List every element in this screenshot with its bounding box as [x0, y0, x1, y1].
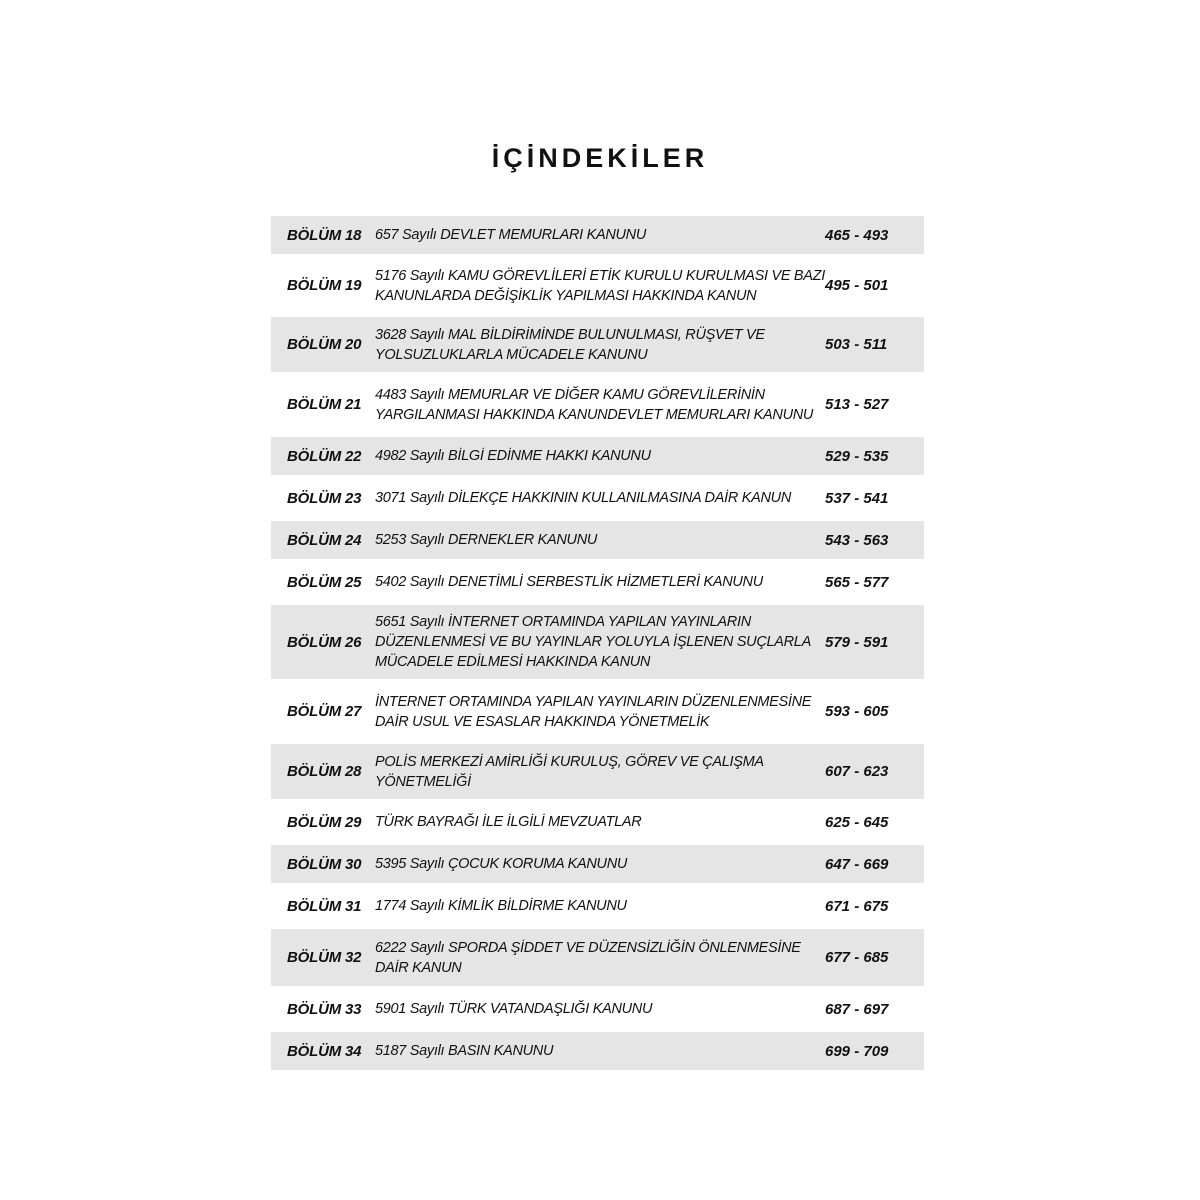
toc-row — [271, 845, 924, 883]
toc-pages: 699 - 709 — [825, 1042, 889, 1060]
toc-row — [271, 605, 924, 679]
toc-pages: 625 - 645 — [825, 813, 889, 831]
toc-row — [271, 683, 924, 740]
toc-title: 657 Sayılı DEVLET MEMURLARI KANUNU — [375, 227, 647, 243]
toc-title: 5176 Sayılı KAMU GÖREVLİLERİ ETİK KURULU KURULMASI VE BAZI KANUNLARDA DEĞİŞİKLİK YAPILMASI HAKKINDA KANUN — [375, 267, 825, 304]
toc-row — [271, 216, 924, 254]
toc-title: 5651 Sayılı İNTERNET ORTAMINDA YAPILAN YAYINLARIN DÜZENLENMESİ VE BU YAYINLAR YOLUYLA İŞLENEN SUÇLARLA MÜCADELE EDİLMESİ HAKKINDA KANUN — [375, 614, 811, 670]
toc-title: 4483 Sayılı MEMURLAR VE DİĞER KAMU GÖREVLİLERİNİN YARGILANMASI HAKKINDA KANUNDEVLET MEMURLARI KANUNU — [375, 386, 814, 423]
toc-title: 4982 Sayılı BİLGİ EDİNME HAKKI KANUNU — [375, 448, 651, 464]
toc-title: 5395 Sayılı ÇOCUK KORUMA KANUNU — [375, 856, 628, 872]
toc-pages: 543 - 563 — [825, 531, 889, 549]
toc-row — [271, 317, 924, 372]
toc-title: 5187 Sayılı BASIN KANUNU — [375, 1043, 554, 1059]
toc-row — [271, 1032, 924, 1070]
toc-chapter: BÖLÜM 20 — [287, 336, 362, 353]
toc-chapter: BÖLÜM 25 — [287, 573, 362, 591]
toc-pages: 537 - 541 — [825, 489, 889, 507]
toc-title: 5901 Sayılı TÜRK VATANDAŞLIĞI KANUNU — [375, 1001, 653, 1017]
toc-row — [271, 479, 924, 517]
toc-chapter: BÖLÜM 29 — [287, 813, 362, 831]
toc-row — [271, 376, 924, 433]
page-title: İÇİNDEKİLER — [491, 143, 709, 173]
toc-pages: 677 - 685 — [825, 949, 889, 966]
toc-pages: 565 - 577 — [825, 573, 889, 591]
toc-pages: 593 - 605 — [825, 703, 889, 720]
toc-chapter: BÖLÜM 19 — [287, 277, 362, 294]
toc-title: POLİS MERKEZİ AMİRLİĞİ KURULUŞ, GÖREV VE ÇALIŞMA YÖNETMELİĞİ — [375, 753, 764, 790]
toc-chapter: BÖLÜM 32 — [287, 949, 362, 966]
toc-pages: 607 - 623 — [825, 763, 889, 780]
toc-title: İNTERNET ORTAMINDA YAPILAN YAYINLARIN DÜZENLENMESİNE DAİR USUL VE ESASLAR HAKKINDA YÖNETMELİK — [375, 693, 812, 730]
toc-pages: 513 - 527 — [825, 396, 889, 413]
toc-pages: 503 - 511 — [825, 336, 888, 353]
toc-chapter: BÖLÜM 34 — [287, 1042, 362, 1060]
toc-chapter: BÖLÜM 24 — [287, 531, 362, 549]
toc-chapter: BÖLÜM 18 — [287, 226, 362, 244]
toc-title: 5253 Sayılı DERNEKLER KANUNU — [375, 532, 598, 548]
toc-row — [271, 990, 924, 1028]
toc-chapter: BÖLÜM 21 — [287, 396, 362, 413]
toc-chapter: BÖLÜM 22 — [287, 447, 362, 465]
toc-pages: 687 - 697 — [825, 1000, 889, 1018]
toc-pages: 529 - 535 — [825, 447, 889, 465]
toc-chapter: BÖLÜM 33 — [287, 1000, 362, 1018]
toc-pages: 465 - 493 — [825, 226, 889, 244]
toc-title: TÜRK BAYRAĞI İLE İLGİLİ MEVZUATLAR — [375, 814, 642, 830]
toc-row — [271, 521, 924, 559]
toc-chapter: BÖLÜM 27 — [287, 703, 362, 720]
toc-pages: 647 - 669 — [825, 855, 889, 873]
toc-pages: 671 - 675 — [825, 897, 889, 915]
toc-title: 3071 Sayılı DİLEKÇE HAKKININ KULLANILMASINA DAİR KANUN — [375, 490, 791, 506]
toc-title: 1774 Sayılı KİMLİK BİLDİRME KANUNU — [375, 898, 627, 914]
toc-chapter: BÖLÜM 28 — [287, 763, 362, 780]
toc-title: 3628 Sayılı MAL BİLDİRİMİNDE BULUNULMASI, RÜŞVET VE YOLSUZLUKLARLA MÜCADELE KANUNU — [375, 326, 765, 363]
toc-row — [271, 437, 924, 475]
toc-row — [271, 744, 924, 799]
toc-row — [271, 563, 924, 601]
toc-title: 6222 Sayılı SPORDA ŞİDDET VE DÜZENSİZLİĞİN ÖNLENMESİNE DAİR KANUN — [375, 939, 801, 976]
toc-chapter: BÖLÜM 30 — [287, 855, 362, 873]
toc-pages: 579 - 591 — [825, 633, 889, 651]
toc-row — [271, 929, 924, 986]
toc-pages: 495 - 501 — [825, 277, 889, 294]
toc-title: 5402 Sayılı DENETİMLİ SERBESTLİK HİZMETLERİ KANUNU — [375, 574, 763, 590]
table-of-contents — [271, 216, 924, 1074]
toc-row — [271, 887, 924, 925]
toc-chapter: BÖLÜM 23 — [287, 489, 362, 507]
toc-row — [271, 258, 924, 313]
toc-row — [271, 803, 924, 841]
toc-chapter: BÖLÜM 31 — [287, 897, 362, 915]
toc-chapter: BÖLÜM 26 — [287, 633, 362, 651]
